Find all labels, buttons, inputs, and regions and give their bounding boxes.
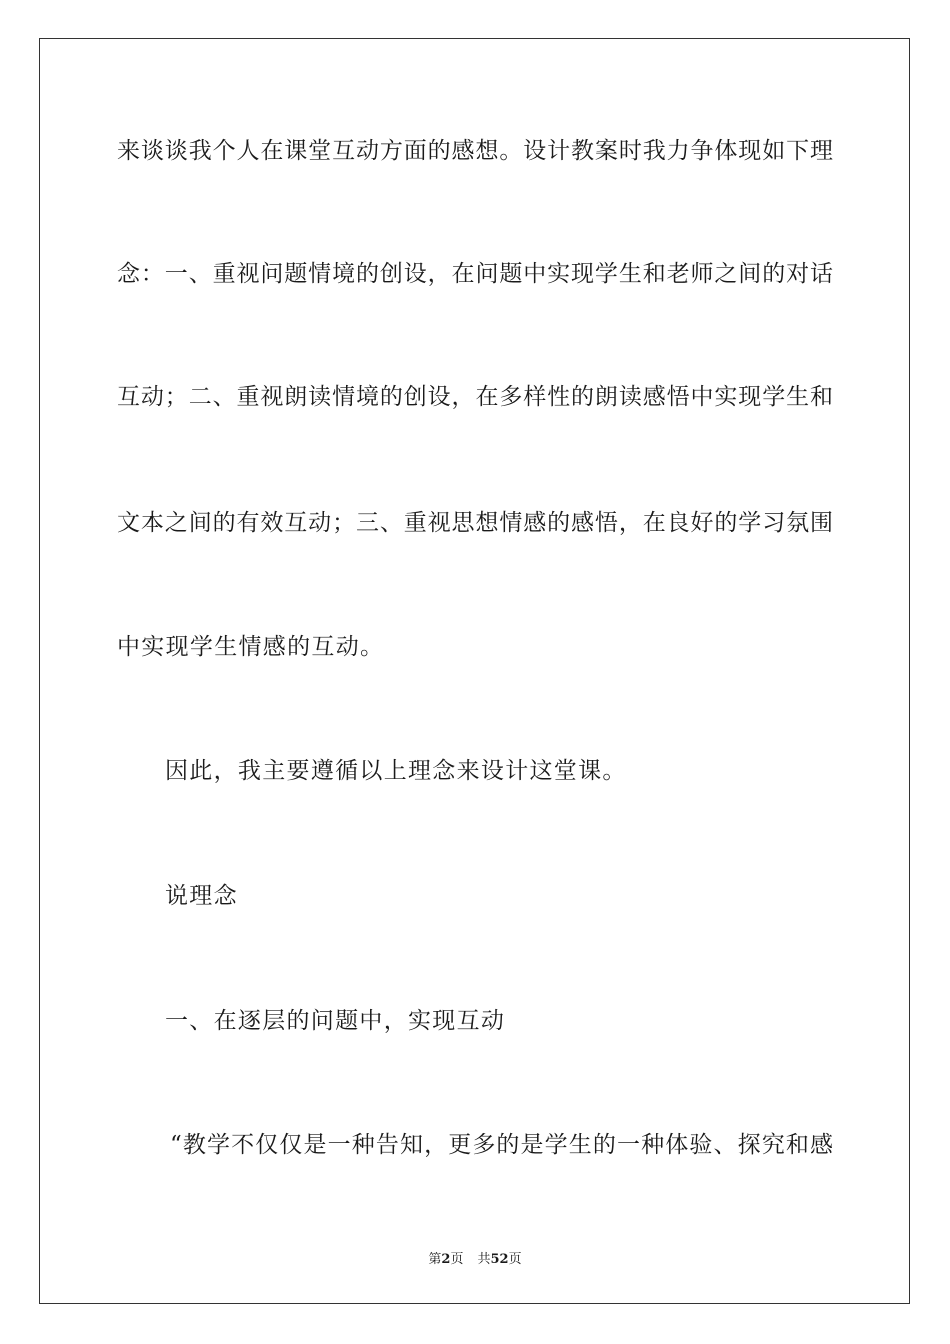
footer-page-suffix: 页 bbox=[450, 1252, 464, 1267]
quote-line: “教学不仅仅是一种告知，更多的是学生的一种体验、探究和感 bbox=[170, 1132, 833, 1158]
paragraph-line-4: 文本之间的有效互动；三、重视思想情感的感悟，在良好的学习氛围 bbox=[117, 510, 833, 536]
paragraph-line-1: 来谈谈我个人在课堂互动方面的感想。设计教案时我力争体现如下理 bbox=[117, 138, 833, 164]
page-footer bbox=[0, 1248, 950, 1267]
footer-total-prefix: 共 bbox=[477, 1252, 491, 1267]
footer-total-number: 52 bbox=[490, 1252, 509, 1267]
footer-page-number: 2 bbox=[441, 1252, 451, 1267]
paragraph-line-3: 互动；二、重视朗读情境的创设，在多样性的朗读感悟中实现学生和 bbox=[117, 384, 833, 410]
section-subheading: 一、在逐层的问题中，实现互动 bbox=[165, 1008, 506, 1034]
footer-total-suffix: 页 bbox=[508, 1252, 522, 1267]
page-frame bbox=[39, 38, 910, 1304]
section-heading: 说理念 bbox=[165, 883, 238, 909]
paragraph-line-5: 中实现学生情感的互动。 bbox=[117, 634, 385, 660]
footer-page-prefix: 第 bbox=[428, 1252, 442, 1267]
therefore-line: 因此，我主要遵循以上理念来设计这堂课。 bbox=[165, 758, 627, 784]
paragraph-line-2: 念：一、重视问题情境的创设，在问题中实现学生和老师之间的对话 bbox=[117, 261, 833, 287]
